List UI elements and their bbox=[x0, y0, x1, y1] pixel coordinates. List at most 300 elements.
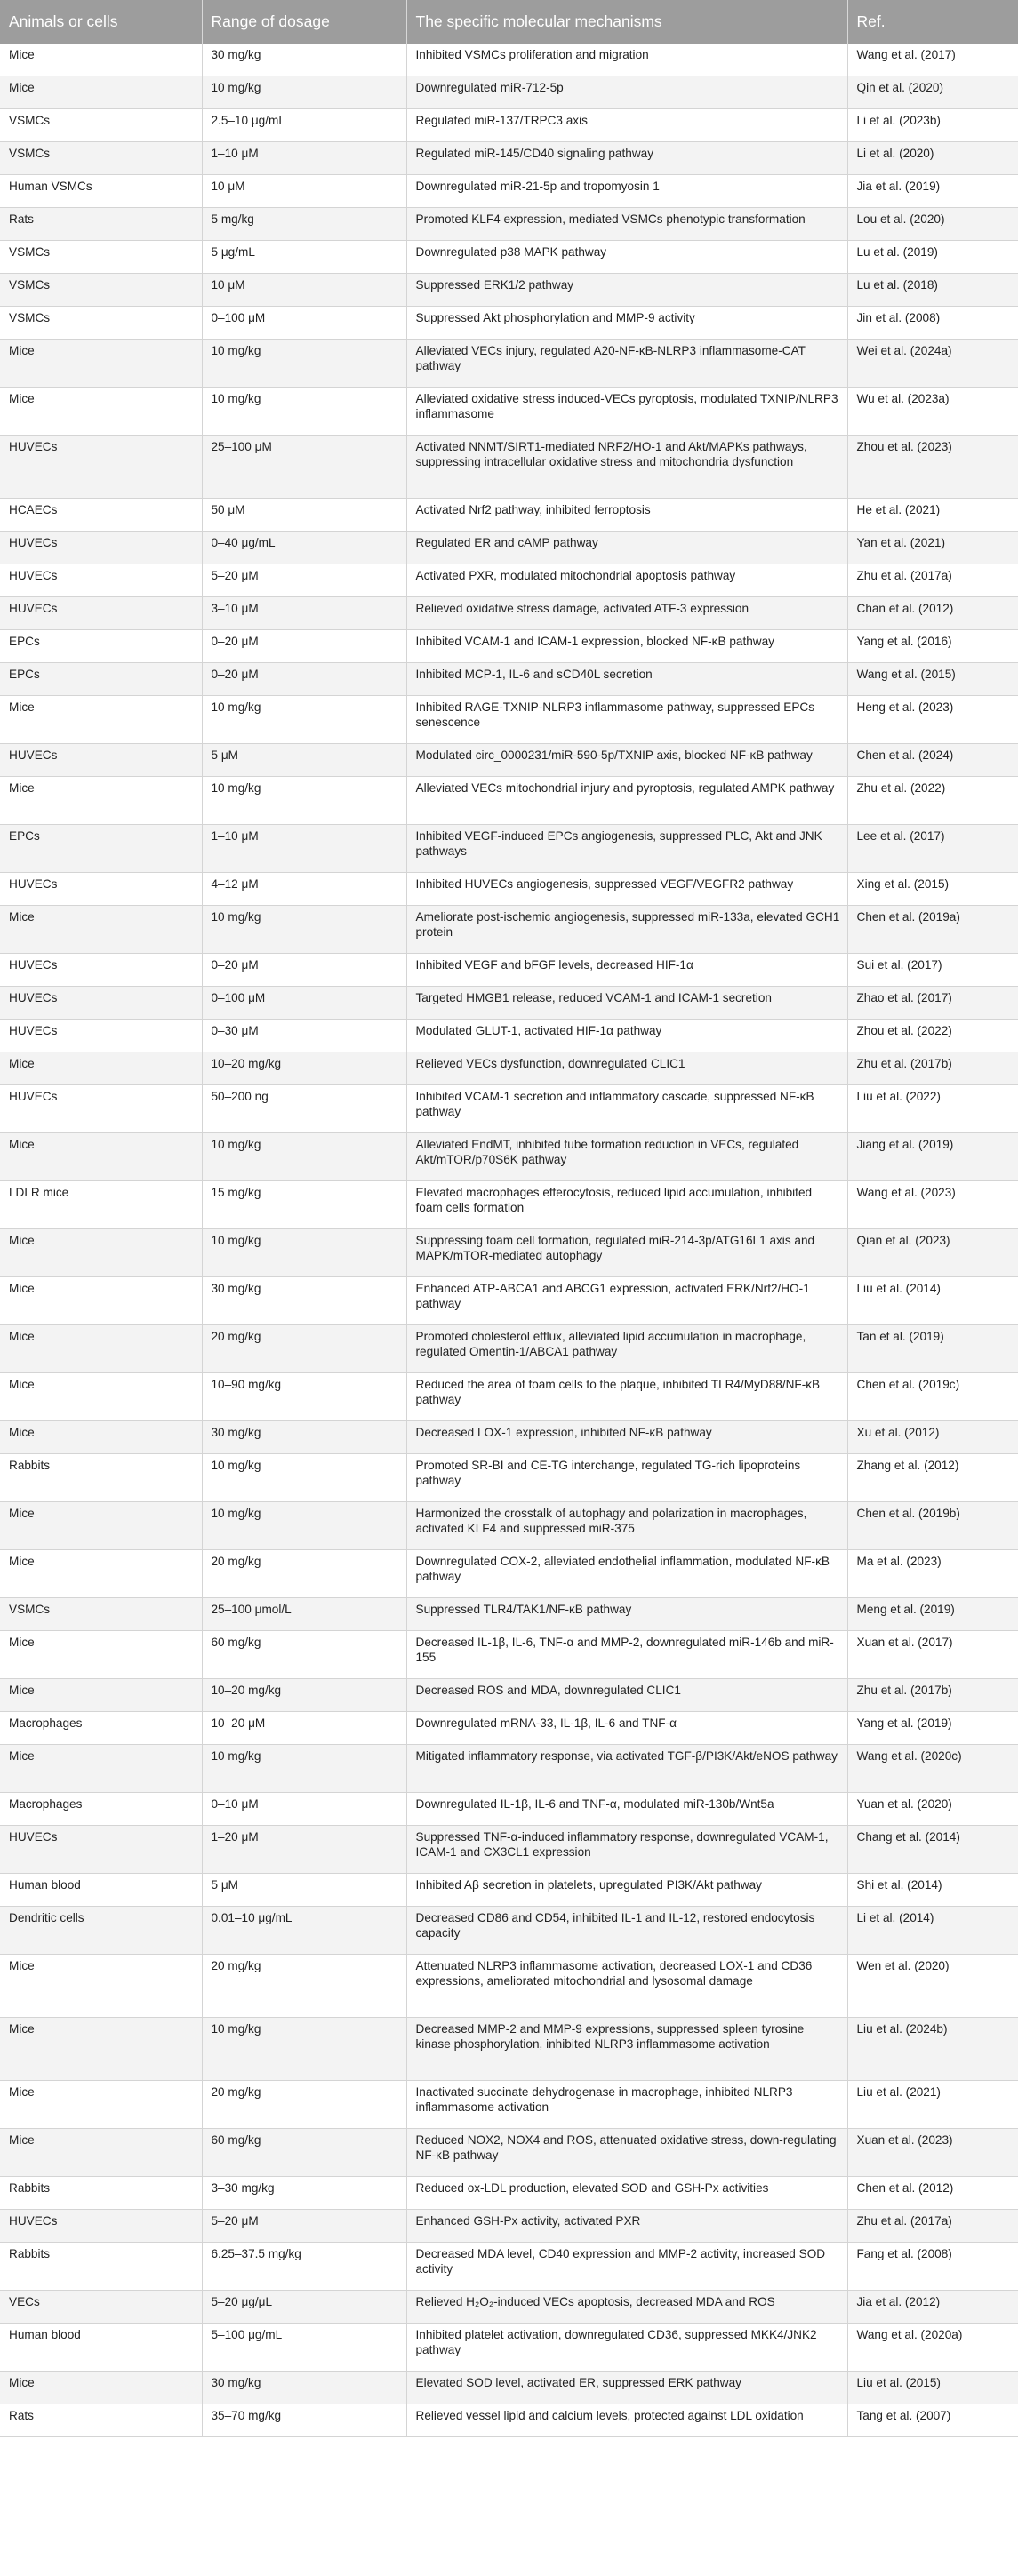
table-row bbox=[0, 2372, 1018, 2404]
cell-dosage: 20 mg/kg bbox=[202, 1955, 406, 2018]
table-row bbox=[0, 1793, 1018, 1826]
cell-animal: Mice bbox=[0, 1325, 202, 1373]
cell-dosage: 0–100 μM bbox=[202, 307, 406, 340]
table-row bbox=[0, 44, 1018, 76]
cell-animal: Macrophages bbox=[0, 1793, 202, 1826]
cell-animal: LDLR mice bbox=[0, 1181, 202, 1229]
cell-dosage: 25–100 μmol/L bbox=[202, 1598, 406, 1631]
cell-animal: Mice bbox=[0, 2129, 202, 2177]
cell-mechanism: Downregulated p38 MAPK pathway bbox=[406, 241, 847, 274]
cell-dosage: 4–12 μM bbox=[202, 873, 406, 906]
cell-mechanism: Modulated GLUT-1, activated HIF-1α pathway bbox=[406, 1020, 847, 1052]
cell-ref: Xu et al. (2012) bbox=[847, 1421, 1018, 1454]
table-row bbox=[0, 307, 1018, 340]
cell-dosage: 3–30 mg/kg bbox=[202, 2177, 406, 2210]
cell-animal: Rats bbox=[0, 2404, 202, 2437]
cell-dosage: 5 μM bbox=[202, 1874, 406, 1907]
cell-animal: Mice bbox=[0, 2372, 202, 2404]
cell-dosage: 10–20 mg/kg bbox=[202, 1679, 406, 1712]
cell-mechanism: Suppressing foam cell formation, regulated miR-214-3p/ATG16L1 axis and MAPK/mTOR-mediated autophagy bbox=[406, 1229, 847, 1277]
cell-dosage: 10–20 μM bbox=[202, 1712, 406, 1745]
cell-ref: Xuan et al. (2017) bbox=[847, 1631, 1018, 1679]
table-row bbox=[0, 2210, 1018, 2243]
cell-ref: Zhu et al. (2017a) bbox=[847, 564, 1018, 597]
cell-ref: Wu et al. (2023a) bbox=[847, 388, 1018, 436]
cell-animal: Mice bbox=[0, 388, 202, 436]
cell-dosage: 6.25–37.5 mg/kg bbox=[202, 2243, 406, 2291]
table-row bbox=[0, 1712, 1018, 1745]
cell-ref: Xuan et al. (2023) bbox=[847, 2129, 1018, 2177]
cell-mechanism: Activated Nrf2 pathway, inhibited ferroptosis bbox=[406, 499, 847, 532]
cell-ref: Zhu et al. (2022) bbox=[847, 777, 1018, 825]
cell-mechanism: Targeted HMGB1 release, reduced VCAM-1 and ICAM-1 secretion bbox=[406, 987, 847, 1020]
cell-animal: VSMCs bbox=[0, 307, 202, 340]
cell-animal: EPCs bbox=[0, 663, 202, 696]
cell-dosage: 60 mg/kg bbox=[202, 1631, 406, 1679]
cell-ref: Jia et al. (2012) bbox=[847, 2291, 1018, 2324]
cell-mechanism: Suppressed TLR4/TAK1/NF-κB pathway bbox=[406, 1598, 847, 1631]
cell-animal: VSMCs bbox=[0, 274, 202, 307]
cell-mechanism: Reduced NOX2, NOX4 and ROS, attenuated oxidative stress, down-regulating NF-κB pathway bbox=[406, 2129, 847, 2177]
cell-animal: Mice bbox=[0, 340, 202, 388]
table-row bbox=[0, 873, 1018, 906]
cell-animal: HUVECs bbox=[0, 873, 202, 906]
table-row bbox=[0, 1679, 1018, 1712]
cell-dosage: 10 mg/kg bbox=[202, 340, 406, 388]
cell-animal: VSMCs bbox=[0, 1598, 202, 1631]
cell-ref: Zhou et al. (2023) bbox=[847, 436, 1018, 499]
cell-mechanism: Ameliorate post-ischemic angiogenesis, suppressed miR-133a, elevated GCH1 protein bbox=[406, 906, 847, 954]
cell-dosage: 0.01–10 μg/mL bbox=[202, 1907, 406, 1955]
cell-ref: Chen et al. (2019c) bbox=[847, 1373, 1018, 1421]
table-row bbox=[0, 1085, 1018, 1133]
cell-mechanism: Elevated macrophages efferocytosis, reduced lipid accumulation, inhibited foam cells formation bbox=[406, 1181, 847, 1229]
cell-animal: Mice bbox=[0, 1052, 202, 1085]
table-row bbox=[0, 1826, 1018, 1874]
cell-mechanism: Reduced the area of foam cells to the plaque, inhibited TLR4/MyD88/NF-κB pathway bbox=[406, 1373, 847, 1421]
cell-dosage: 0–100 μM bbox=[202, 987, 406, 1020]
cell-mechanism: Regulated miR-137/TRPC3 axis bbox=[406, 109, 847, 142]
cell-dosage: 30 mg/kg bbox=[202, 44, 406, 76]
cell-ref: He et al. (2021) bbox=[847, 499, 1018, 532]
cell-mechanism: Inhibited MCP-1, IL-6 and sCD40L secretion bbox=[406, 663, 847, 696]
cell-mechanism: Promoted cholesterol efflux, alleviated lipid accumulation in macrophage, regulated Omentin-1/ABCA1 pathway bbox=[406, 1325, 847, 1373]
table-row bbox=[0, 1550, 1018, 1598]
cell-animal: Mice bbox=[0, 76, 202, 109]
table-row bbox=[0, 76, 1018, 109]
table-row bbox=[0, 436, 1018, 499]
cell-animal: Mice bbox=[0, 1229, 202, 1277]
table-row bbox=[0, 2404, 1018, 2437]
cell-mechanism: Relieved H₂O₂-induced VECs apoptosis, decreased MDA and ROS bbox=[406, 2291, 847, 2324]
cell-mechanism: Harmonized the crosstalk of autophagy and polarization in macrophages, activated KLF4 and suppressed miR-375 bbox=[406, 1502, 847, 1550]
cell-animal: HUVECs bbox=[0, 436, 202, 499]
cell-dosage: 5–20 μg/μL bbox=[202, 2291, 406, 2324]
table-row bbox=[0, 1181, 1018, 1229]
cell-mechanism: Relieved VECs dysfunction, downregulated CLIC1 bbox=[406, 1052, 847, 1085]
cell-dosage: 10 μM bbox=[202, 274, 406, 307]
cell-ref: Yang et al. (2019) bbox=[847, 1712, 1018, 1745]
cell-animal: Mice bbox=[0, 1421, 202, 1454]
cell-mechanism: Activated PXR, modulated mitochondrial apoptosis pathway bbox=[406, 564, 847, 597]
cell-mechanism: Decreased LOX-1 expression, inhibited NF-κB pathway bbox=[406, 1421, 847, 1454]
cell-dosage: 20 mg/kg bbox=[202, 2081, 406, 2129]
cell-ref: Wei et al. (2024a) bbox=[847, 340, 1018, 388]
table-row bbox=[0, 696, 1018, 744]
cell-ref: Wang et al. (2023) bbox=[847, 1181, 1018, 1229]
cell-mechanism: Elevated SOD level, activated ER, suppressed ERK pathway bbox=[406, 2372, 847, 2404]
table-row bbox=[0, 1020, 1018, 1052]
cell-mechanism: Inhibited VEGF and bFGF levels, decreased HIF-1α bbox=[406, 954, 847, 987]
cell-ref: Wang et al. (2015) bbox=[847, 663, 1018, 696]
cell-dosage: 25–100 μM bbox=[202, 436, 406, 499]
cell-ref: Liu et al. (2022) bbox=[847, 1085, 1018, 1133]
cell-dosage: 3–10 μM bbox=[202, 597, 406, 630]
header-row bbox=[0, 0, 1018, 44]
cell-mechanism: Inactivated succinate dehydrogenase in macrophage, inhibited NLRP3 inflammasome activation bbox=[406, 2081, 847, 2129]
cell-mechanism: Inhibited HUVECs angiogenesis, suppressed VEGF/VEGFR2 pathway bbox=[406, 873, 847, 906]
table-row bbox=[0, 532, 1018, 564]
cell-mechanism: Modulated circ_0000231/miR-590-5p/TXNIP axis, blocked NF-κB pathway bbox=[406, 744, 847, 777]
cell-animal: Mice bbox=[0, 2018, 202, 2081]
header-animals: Animals or cells bbox=[0, 0, 202, 44]
cell-dosage: 10 mg/kg bbox=[202, 388, 406, 436]
cell-mechanism: Activated NNMT/SIRT1-mediated NRF2/HO-1 and Akt/MAPKs pathways, suppressing intracellular oxidative stress and mitochondria dysfunction bbox=[406, 436, 847, 499]
cell-mechanism: Suppressed TNF-α-induced inflammatory response, downregulated VCAM-1, ICAM-1 and CX3CL1 expression bbox=[406, 1826, 847, 1874]
table-row bbox=[0, 597, 1018, 630]
cell-ref: Liu et al. (2014) bbox=[847, 1277, 1018, 1325]
cell-animal: Mice bbox=[0, 1277, 202, 1325]
header-ref: Ref. bbox=[847, 0, 1018, 44]
cell-mechanism: Inhibited VEGF-induced EPCs angiogenesis, suppressed PLC, Akt and JNK pathways bbox=[406, 825, 847, 873]
cell-animal: HUVECs bbox=[0, 1085, 202, 1133]
cell-dosage: 1–10 μM bbox=[202, 142, 406, 175]
cell-dosage: 30 mg/kg bbox=[202, 1277, 406, 1325]
cell-dosage: 1–20 μM bbox=[202, 1826, 406, 1874]
table-row bbox=[0, 1325, 1018, 1373]
cell-ref: Zhu et al. (2017b) bbox=[847, 1679, 1018, 1712]
cell-ref: Chen et al. (2024) bbox=[847, 744, 1018, 777]
table-body bbox=[0, 44, 1018, 2437]
cell-animal: HUVECs bbox=[0, 564, 202, 597]
cell-ref: Lu et al. (2019) bbox=[847, 241, 1018, 274]
cell-ref: Tang et al. (2007) bbox=[847, 2404, 1018, 2437]
cell-animal: Mice bbox=[0, 696, 202, 744]
cell-mechanism: Inhibited RAGE-TXNIP-NLRP3 inflammasome pathway, suppressed EPCs senescence bbox=[406, 696, 847, 744]
cell-dosage: 5 μM bbox=[202, 744, 406, 777]
cell-mechanism: Alleviated oxidative stress induced-VECs pyroptosis, modulated TXNIP/NLRP3 inflammasome bbox=[406, 388, 847, 436]
cell-ref: Lu et al. (2018) bbox=[847, 274, 1018, 307]
cell-ref: Wang et al. (2017) bbox=[847, 44, 1018, 76]
cell-ref: Chang et al. (2014) bbox=[847, 1826, 1018, 1874]
cell-mechanism: Mitigated inflammatory response, via activated TGF-β/PI3K/Akt/eNOS pathway bbox=[406, 1745, 847, 1793]
table-row bbox=[0, 175, 1018, 208]
cell-dosage: 20 mg/kg bbox=[202, 1550, 406, 1598]
cell-dosage: 20 mg/kg bbox=[202, 1325, 406, 1373]
header-mechanism: The specific molecular mechanisms bbox=[406, 0, 847, 44]
cell-ref: Zhou et al. (2022) bbox=[847, 1020, 1018, 1052]
cell-ref: Meng et al. (2019) bbox=[847, 1598, 1018, 1631]
cell-animal: Macrophages bbox=[0, 1712, 202, 1745]
cell-dosage: 35–70 mg/kg bbox=[202, 2404, 406, 2437]
cell-dosage: 10 mg/kg bbox=[202, 1229, 406, 1277]
table-row bbox=[0, 2129, 1018, 2177]
cell-mechanism: Inhibited VCAM-1 and ICAM-1 expression, blocked NF-κB pathway bbox=[406, 630, 847, 663]
cell-animal: Rabbits bbox=[0, 2243, 202, 2291]
cell-ref: Lee et al. (2017) bbox=[847, 825, 1018, 873]
cell-dosage: 10 mg/kg bbox=[202, 1745, 406, 1793]
cell-ref: Jiang et al. (2019) bbox=[847, 1133, 1018, 1181]
cell-animal: Mice bbox=[0, 44, 202, 76]
cell-mechanism: Alleviated VECs injury, regulated A20-NF-κB-NLRP3 inflammasome-CAT pathway bbox=[406, 340, 847, 388]
cell-mechanism: Decreased MMP-2 and MMP-9 expressions, suppressed spleen tyrosine kinase phosphorylation, inhibited NLRP3 inflammasome activation bbox=[406, 2018, 847, 2081]
table-row bbox=[0, 1874, 1018, 1907]
cell-mechanism: Enhanced ATP-ABCA1 and ABCG1 expression, activated ERK/Nrf2/HO-1 pathway bbox=[406, 1277, 847, 1325]
cell-animal: Mice bbox=[0, 1550, 202, 1598]
cell-mechanism: Decreased IL-1β, IL-6, TNF-α and MMP-2, downregulated miR-146b and miR-155 bbox=[406, 1631, 847, 1679]
cell-ref: Liu et al. (2024b) bbox=[847, 2018, 1018, 2081]
cell-mechanism: Inhibited platelet activation, downregulated CD36, suppressed MKK4/JNK2 pathway bbox=[406, 2324, 847, 2372]
table-row bbox=[0, 987, 1018, 1020]
cell-animal: Human VSMCs bbox=[0, 175, 202, 208]
cell-animal: Mice bbox=[0, 1502, 202, 1550]
cell-ref: Xing et al. (2015) bbox=[847, 873, 1018, 906]
cell-animal: Mice bbox=[0, 906, 202, 954]
cell-animal: Mice bbox=[0, 1745, 202, 1793]
cell-animal: HUVECs bbox=[0, 532, 202, 564]
cell-dosage: 10 mg/kg bbox=[202, 1133, 406, 1181]
cell-animal: Human blood bbox=[0, 1874, 202, 1907]
cell-mechanism: Suppressed ERK1/2 pathway bbox=[406, 274, 847, 307]
cell-mechanism: Downregulated miR-712-5p bbox=[406, 76, 847, 109]
cell-ref: Shi et al. (2014) bbox=[847, 1874, 1018, 1907]
table-row bbox=[0, 1631, 1018, 1679]
cell-ref: Zhu et al. (2017a) bbox=[847, 2210, 1018, 2243]
table-row bbox=[0, 340, 1018, 388]
table-row bbox=[0, 388, 1018, 436]
cell-animal: HUVECs bbox=[0, 1826, 202, 1874]
cell-animal: HUVECs bbox=[0, 1020, 202, 1052]
cell-ref: Ma et al. (2023) bbox=[847, 1550, 1018, 1598]
cell-dosage: 15 mg/kg bbox=[202, 1181, 406, 1229]
cell-dosage: 5–20 μM bbox=[202, 564, 406, 597]
cell-animal: Human blood bbox=[0, 2324, 202, 2372]
cell-ref: Wen et al. (2020) bbox=[847, 1955, 1018, 2018]
table-row bbox=[0, 142, 1018, 175]
cell-dosage: 0–10 μM bbox=[202, 1793, 406, 1826]
table-row bbox=[0, 954, 1018, 987]
cell-animal: Rabbits bbox=[0, 1454, 202, 1502]
table-row bbox=[0, 1745, 1018, 1793]
cell-dosage: 10 mg/kg bbox=[202, 2018, 406, 2081]
cell-dosage: 5 μg/mL bbox=[202, 241, 406, 274]
cell-dosage: 0–20 μM bbox=[202, 954, 406, 987]
cell-ref: Li et al. (2020) bbox=[847, 142, 1018, 175]
cell-animal: VECs bbox=[0, 2291, 202, 2324]
cell-dosage: 10 mg/kg bbox=[202, 1454, 406, 1502]
cell-mechanism: Downregulated COX-2, alleviated endothelial inflammation, modulated NF-κB pathway bbox=[406, 1550, 847, 1598]
cell-dosage: 30 mg/kg bbox=[202, 2372, 406, 2404]
cell-dosage: 30 mg/kg bbox=[202, 1421, 406, 1454]
cell-ref: Qian et al. (2023) bbox=[847, 1229, 1018, 1277]
table-row bbox=[0, 744, 1018, 777]
table-row bbox=[0, 2018, 1018, 2081]
table-row bbox=[0, 2324, 1018, 2372]
cell-mechanism: Promoted SR-BI and CE-TG interchange, regulated TG-rich lipoproteins pathway bbox=[406, 1454, 847, 1502]
cell-animal: Rabbits bbox=[0, 2177, 202, 2210]
cell-dosage: 5–100 μg/mL bbox=[202, 2324, 406, 2372]
cell-dosage: 10 mg/kg bbox=[202, 76, 406, 109]
cell-ref: Heng et al. (2023) bbox=[847, 696, 1018, 744]
table-row bbox=[0, 564, 1018, 597]
cell-mechanism: Decreased MDA level, CD40 expression and MMP-2 activity, increased SOD activity bbox=[406, 2243, 847, 2291]
cell-mechanism: Promoted KLF4 expression, mediated VSMCs phenotypic transformation bbox=[406, 208, 847, 241]
cell-ref: Yan et al. (2021) bbox=[847, 532, 1018, 564]
cell-dosage: 50 μM bbox=[202, 499, 406, 532]
table-row bbox=[0, 2291, 1018, 2324]
cell-dosage: 0–40 μg/mL bbox=[202, 532, 406, 564]
table-row bbox=[0, 630, 1018, 663]
cell-ref: Yuan et al. (2020) bbox=[847, 1793, 1018, 1826]
table-row bbox=[0, 1052, 1018, 1085]
cell-dosage: 10 mg/kg bbox=[202, 906, 406, 954]
cell-animal: Mice bbox=[0, 1955, 202, 2018]
cell-ref: Li et al. (2023b) bbox=[847, 109, 1018, 142]
cell-animal: HUVECs bbox=[0, 2210, 202, 2243]
table-row bbox=[0, 208, 1018, 241]
cell-mechanism: Relieved vessel lipid and calcium levels, protected against LDL oxidation bbox=[406, 2404, 847, 2437]
cell-animal: HUVECs bbox=[0, 597, 202, 630]
cell-ref: Chen et al. (2019a) bbox=[847, 906, 1018, 954]
cell-ref: Zhu et al. (2017b) bbox=[847, 1052, 1018, 1085]
table-row bbox=[0, 1229, 1018, 1277]
cell-dosage: 10–20 mg/kg bbox=[202, 1052, 406, 1085]
cell-mechanism: Regulated ER and cAMP pathway bbox=[406, 532, 847, 564]
cell-dosage: 10 mg/kg bbox=[202, 1502, 406, 1550]
cell-animal: VSMCs bbox=[0, 109, 202, 142]
cell-dosage: 10 mg/kg bbox=[202, 696, 406, 744]
cell-mechanism: Decreased ROS and MDA, downregulated CLIC1 bbox=[406, 1679, 847, 1712]
cell-mechanism: Downregulated mRNA-33, IL-1β, IL-6 and TNF-α bbox=[406, 1712, 847, 1745]
cell-mechanism: Enhanced GSH-Px activity, activated PXR bbox=[406, 2210, 847, 2243]
cell-animal: HCAECs bbox=[0, 499, 202, 532]
cell-mechanism: Alleviated VECs mitochondrial injury and pyroptosis, regulated AMPK pathway bbox=[406, 777, 847, 825]
cell-ref: Wang et al. (2020c) bbox=[847, 1745, 1018, 1793]
table-row bbox=[0, 2177, 1018, 2210]
table-row bbox=[0, 1502, 1018, 1550]
cell-dosage: 50–200 ng bbox=[202, 1085, 406, 1133]
cell-dosage: 0–20 μM bbox=[202, 630, 406, 663]
cell-dosage: 2.5–10 μg/mL bbox=[202, 109, 406, 142]
cell-animal: EPCs bbox=[0, 825, 202, 873]
cell-animal: Mice bbox=[0, 1679, 202, 1712]
cell-dosage: 0–20 μM bbox=[202, 663, 406, 696]
cell-dosage: 0–30 μM bbox=[202, 1020, 406, 1052]
table-row bbox=[0, 2081, 1018, 2129]
table-row bbox=[0, 1454, 1018, 1502]
cell-animal: VSMCs bbox=[0, 241, 202, 274]
table-row bbox=[0, 1955, 1018, 2018]
cell-ref: Liu et al. (2021) bbox=[847, 2081, 1018, 2129]
cell-animal: Mice bbox=[0, 2081, 202, 2129]
cell-animal: HUVECs bbox=[0, 744, 202, 777]
table-row bbox=[0, 1907, 1018, 1955]
table-row bbox=[0, 777, 1018, 825]
cell-animal: VSMCs bbox=[0, 142, 202, 175]
cell-ref: Jin et al. (2008) bbox=[847, 307, 1018, 340]
cell-ref: Sui et al. (2017) bbox=[847, 954, 1018, 987]
table-row bbox=[0, 499, 1018, 532]
cell-animal: Rats bbox=[0, 208, 202, 241]
table-row bbox=[0, 1421, 1018, 1454]
cell-mechanism: Suppressed Akt phosphorylation and MMP-9 activity bbox=[406, 307, 847, 340]
cell-animal: HUVECs bbox=[0, 987, 202, 1020]
cell-ref: Lou et al. (2020) bbox=[847, 208, 1018, 241]
cell-animal: Mice bbox=[0, 1373, 202, 1421]
cell-dosage: 60 mg/kg bbox=[202, 2129, 406, 2177]
table-row bbox=[0, 906, 1018, 954]
table-row bbox=[0, 1133, 1018, 1181]
cell-animal: EPCs bbox=[0, 630, 202, 663]
cell-dosage: 5–20 μM bbox=[202, 2210, 406, 2243]
table-row bbox=[0, 1598, 1018, 1631]
cell-mechanism: Attenuated NLRP3 inflammasome activation, decreased LOX-1 and CD36 expressions, ameliorated mitochondrial and lysosomal damage bbox=[406, 1955, 847, 2018]
cell-ref: Zhang et al. (2012) bbox=[847, 1454, 1018, 1502]
table-row bbox=[0, 274, 1018, 307]
cell-ref: Jia et al. (2019) bbox=[847, 175, 1018, 208]
cell-dosage: 5 mg/kg bbox=[202, 208, 406, 241]
table-row bbox=[0, 109, 1018, 142]
cell-animal: Mice bbox=[0, 1631, 202, 1679]
cell-ref: Wang et al. (2020a) bbox=[847, 2324, 1018, 2372]
cell-animal: Mice bbox=[0, 1133, 202, 1181]
cell-ref: Tan et al. (2019) bbox=[847, 1325, 1018, 1373]
cell-animal: Dendritic cells bbox=[0, 1907, 202, 1955]
table-row bbox=[0, 241, 1018, 274]
cell-mechanism: Reduced ox-LDL production, elevated SOD and GSH-Px activities bbox=[406, 2177, 847, 2210]
table-row bbox=[0, 2243, 1018, 2291]
table-row bbox=[0, 1277, 1018, 1325]
table-row bbox=[0, 825, 1018, 873]
table-row bbox=[0, 663, 1018, 696]
cell-mechanism: Regulated miR-145/CD40 signaling pathway bbox=[406, 142, 847, 175]
cell-mechanism: Downregulated miR-21-5p and tropomyosin 1 bbox=[406, 175, 847, 208]
cell-mechanism: Downregulated IL-1β, IL-6 and TNF-α, modulated miR-130b/Wnt5a bbox=[406, 1793, 847, 1826]
cell-ref: Qin et al. (2020) bbox=[847, 76, 1018, 109]
cell-ref: Chen et al. (2019b) bbox=[847, 1502, 1018, 1550]
cell-dosage: 10 mg/kg bbox=[202, 777, 406, 825]
header-dosage: Range of dosage bbox=[202, 0, 406, 44]
cell-animal: HUVECs bbox=[0, 954, 202, 987]
cell-dosage: 1–10 μM bbox=[202, 825, 406, 873]
cell-ref: Li et al. (2014) bbox=[847, 1907, 1018, 1955]
table-row bbox=[0, 1373, 1018, 1421]
cell-mechanism: Relieved oxidative stress damage, activated ATF-3 expression bbox=[406, 597, 847, 630]
cell-mechanism: Inhibited VSMCs proliferation and migration bbox=[406, 44, 847, 76]
cell-mechanism: Decreased CD86 and CD54, inhibited IL-1 and IL-12, restored endocytosis capacity bbox=[406, 1907, 847, 1955]
cell-ref: Yang et al. (2016) bbox=[847, 630, 1018, 663]
cell-mechanism: Inhibited Aβ secretion in platelets, upregulated PI3K/Akt pathway bbox=[406, 1874, 847, 1907]
cell-dosage: 10 μM bbox=[202, 175, 406, 208]
cell-ref: Fang et al. (2008) bbox=[847, 2243, 1018, 2291]
cell-ref: Chen et al. (2012) bbox=[847, 2177, 1018, 2210]
cell-animal: Mice bbox=[0, 777, 202, 825]
cell-ref: Chan et al. (2012) bbox=[847, 597, 1018, 630]
cell-ref: Zhao et al. (2017) bbox=[847, 987, 1018, 1020]
cell-dosage: 10–90 mg/kg bbox=[202, 1373, 406, 1421]
cell-ref: Liu et al. (2015) bbox=[847, 2372, 1018, 2404]
cell-mechanism: Inhibited VCAM-1 secretion and inflammatory cascade, suppressed NF-κB pathway bbox=[406, 1085, 847, 1133]
